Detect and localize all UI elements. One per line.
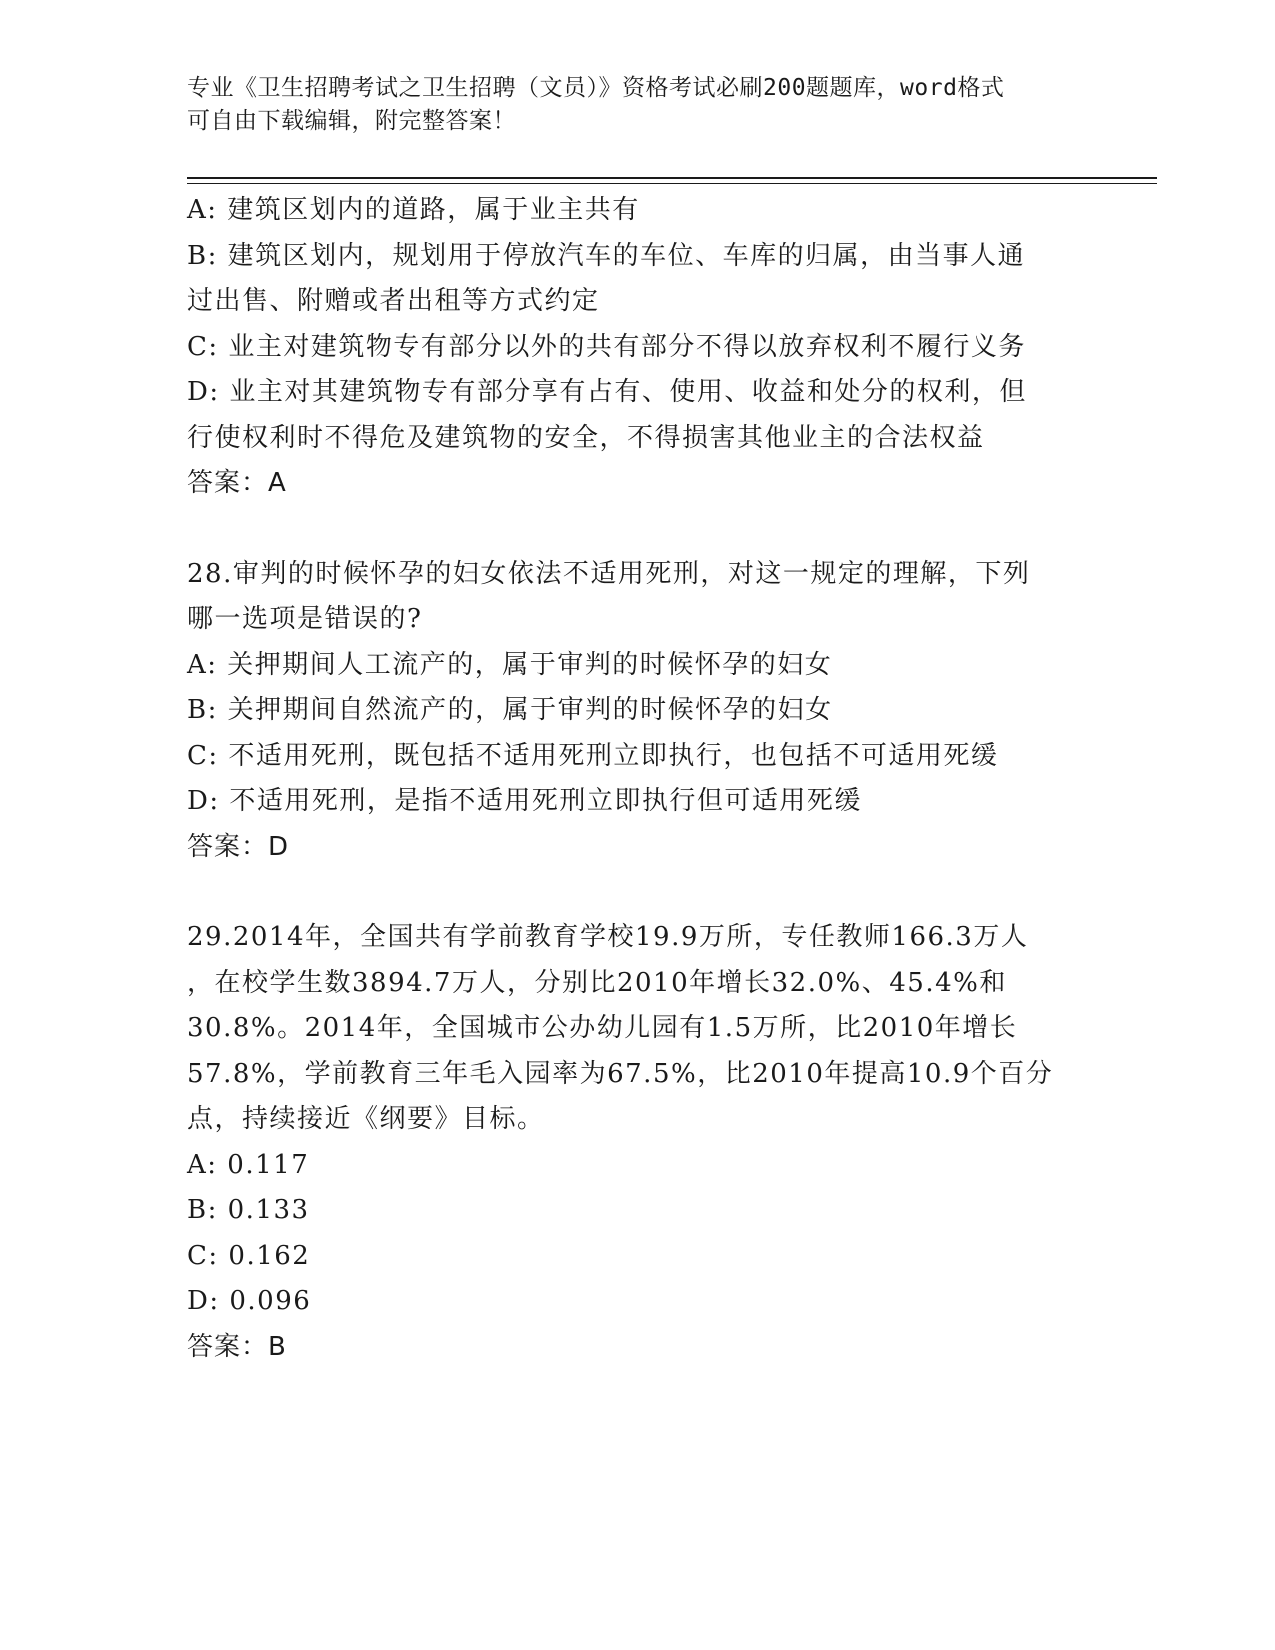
- header-title-line-2: 可自由下载编辑，附完整答案！: [187, 108, 516, 134]
- q29-option-a: A: 0.117: [187, 1149, 310, 1180]
- document-header: [187, 72, 1067, 138]
- q29-option-b: B: 0.133: [187, 1195, 310, 1225]
- q27-option-a: A: 建筑区划内的道路，属于业主共有: [187, 195, 640, 225]
- q28-option-a: A: 关押期间人工流产的，属于审判的时候怀孕的妇女: [187, 649, 833, 680]
- q27-option-b-line-1: B: 建筑区划内，规划用于停放汽车的车位、车库的归属，由当事人通: [187, 240, 1026, 271]
- header-divider-thick: [187, 177, 1157, 179]
- q27-option-b-line-2: 过出售、附赠或者出租等方式约定: [187, 286, 600, 316]
- q28-answer: 答案：D: [187, 831, 290, 862]
- question-27: [187, 188, 1077, 507]
- question-spacer: [187, 507, 1077, 552]
- q28-option-b: B: 关押期间自然流产的，属于审判的时候怀孕的妇女: [187, 695, 833, 725]
- q27-answer: 答案：A: [187, 468, 287, 498]
- q27-option-d-line-2: 行使权利时不得危及建筑物的安全，不得损害其他业主的合法权益: [187, 422, 985, 453]
- q29-option-c: C: 0.162: [187, 1240, 311, 1271]
- question-29: [187, 915, 1077, 1370]
- question-spacer: [187, 870, 1077, 915]
- q28-stem-line-1: 28.审判的时候怀孕的妇女依法不适用死刑，对这一规定的理解，下列: [187, 558, 1031, 589]
- q28-option-c: C: 不适用死刑，既包括不适用死刑立即执行，也包括不可适用死缓: [187, 740, 999, 771]
- q27-option-c: C: 业主对建筑物专有部分以外的共有部分不得以放弃权利不履行义务: [187, 331, 1026, 362]
- question-28: [187, 552, 1077, 871]
- q29-answer: 答案：B: [187, 1331, 287, 1362]
- q29-stem-line-5: 点，持续接近《纲要》目标。: [187, 1104, 545, 1134]
- header-title-line-1: 专业《卫生招聘考试之卫生招聘（文员）》资格考试必刷200题题库，word格式: [187, 75, 1005, 101]
- q28-option-d: D: 不适用死刑，是指不适用死刑立即执行但可适用死缓: [187, 786, 862, 816]
- header-divider-thin: [187, 183, 1157, 184]
- q29-stem-line-2: ，在校学生数3894.7万人，分别比2010年增长32.0%、45.4%和: [187, 967, 1007, 998]
- document-body: [187, 188, 1077, 1370]
- q29-stem-line-4: 57.8%，学前教育三年毛入园率为67.5%，比2010年提高10.9个百分: [187, 1058, 1054, 1089]
- q29-option-d: D: 0.096: [187, 1286, 312, 1316]
- q27-option-d-line-1: D: 业主对其建筑物专有部分享有占有、使用、收益和处分的权利，但: [187, 377, 1027, 407]
- q29-stem-line-3: 30.8%。2014年，全国城市公办幼儿园有1.5万所，比2010年增长: [187, 1013, 1018, 1043]
- q29-stem-line-1: 29.2014年，全国共有学前教育学校19.9万所，专任教师166.3万人: [187, 922, 1029, 952]
- q28-stem-line-2: 哪一选项是错误的?: [187, 604, 423, 634]
